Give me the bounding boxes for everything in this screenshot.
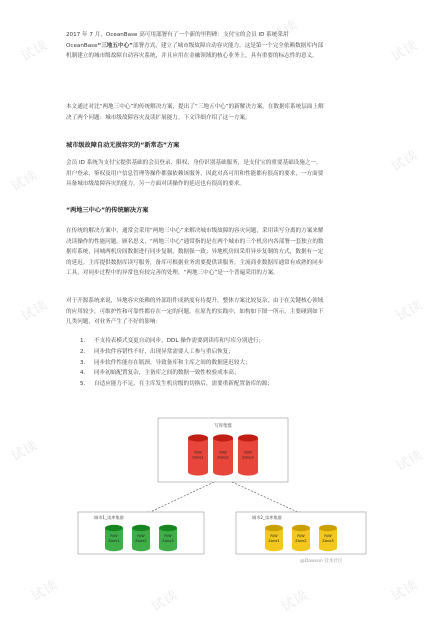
watermark-text: 试读	[19, 297, 51, 325]
zone-name-label: Zone1	[268, 539, 280, 543]
list-item	[80, 336, 380, 347]
text-span: OceanBase	[66, 42, 98, 49]
text-line	[66, 41, 386, 52]
section-heading: 城市级故障自动无损容灾的“新常态”方案	[66, 142, 180, 149]
text-line: 本文通过对比“两地三中心”的传统解决方案，提出了“三地五中心”的新解决方案，在数据库系统层面上解	[66, 104, 324, 110]
text-line: 用户登录、鉴权及用户信息管理等操作都强依赖该服务，因此对高可用和性能都有很高的要求，一方面要	[66, 170, 324, 177]
city1-cluster-label: 城市1_读库集群	[94, 515, 124, 520]
list-number: 1.	[80, 338, 86, 344]
section-heading: “两地三中心”的传统解决方案	[66, 207, 149, 214]
summary-paragraph	[66, 102, 386, 123]
list-item	[80, 368, 380, 379]
text-line: 2017 年 7 月，OceanBase 高可用部署有了一个新的里程碑：支付宝的会员 ID 系统采用	[66, 32, 289, 38]
text-line: 几类问题，对业务产生了不好的影响：	[66, 319, 162, 326]
zone-name-label: Zone3	[322, 539, 334, 543]
city1-read-cluster	[78, 512, 204, 554]
text-line: 的延迟。主库提供数据库读写服务，备库可根据业务需要提供读服务。主流商业数据库通常有成熟的同步	[66, 259, 324, 266]
zone-name-label: Zone2	[217, 455, 229, 460]
write-cluster	[158, 418, 288, 482]
database-cylinder-icon	[132, 525, 150, 551]
text-line: 对于开源系统来说，异地容灾依赖的外部组件成熟度有待提升，整体方案比较复杂，由于在关键核心领域	[66, 298, 324, 304]
zone-role-label: R/W	[297, 534, 305, 538]
text-line: 据库系统，同城两机房间数据进行同步复制，数据强一致；异地机房间采用异步复制的方式，数据有一定	[66, 249, 324, 256]
database-cylinder-icon	[292, 525, 310, 551]
emphasis-text: “三地五中心”	[97, 42, 133, 49]
watermark-text: 试读	[389, 37, 421, 65]
city2-cluster-label: 城市2_读库集群	[252, 515, 282, 520]
zone-role-label: R/W	[219, 450, 227, 455]
zone-name-label: Zone1	[108, 539, 120, 543]
list-item	[80, 358, 380, 369]
watermark-text: 试读	[9, 167, 41, 195]
watermark-text: 试读	[29, 577, 61, 605]
watermark-text: 试读	[279, 587, 311, 615]
zone-role-label: R/W	[270, 534, 278, 538]
text-line: 决读操作的性能问题。顾名思义，“两地三中心”通常指的是在两个城市的三个机房内各部署一套独立的数	[66, 238, 324, 245]
architecture-diagram	[74, 416, 374, 556]
text-line: 的应用较少，可维护性和可靠性都存在一定的问题。在原先的实践中，如构如下图一所示，主要碰到如下	[66, 308, 324, 315]
watermark-text: 试读	[139, 27, 171, 55]
zone-role-label: R/W	[324, 534, 332, 538]
list-number: 2.	[80, 348, 86, 355]
watermark-text: 试读	[269, 17, 301, 45]
zone-role-label: R/W	[137, 534, 145, 538]
watermark-text: 试读	[9, 437, 41, 465]
zone-role-label: R/W	[110, 534, 118, 538]
database-cylinder-icon	[105, 525, 123, 551]
list-number: 3.	[80, 359, 86, 366]
watermark-text: 试读	[389, 147, 421, 175]
watermark-text: 试读	[149, 587, 181, 615]
text-span: 部署方式，建立了城市级故障自动容灾能力。这是第一个完全依赖数据库内部	[132, 42, 324, 49]
watermark-text: 试读	[389, 577, 421, 605]
watermark-text: 试读	[394, 297, 426, 325]
database-cylinder-icon	[159, 525, 177, 551]
text-line: 决了两个问题：城市级故障容灾及读扩展能力。下文详细介绍了这一方案。	[66, 114, 251, 121]
city2-read-cluster	[236, 512, 366, 554]
list-number: 4.	[80, 370, 86, 377]
replication-arrow	[232, 482, 302, 514]
database-cylinder-icon	[265, 525, 283, 551]
traditional-solution-paragraph	[66, 226, 386, 279]
image-credit: @Dawson 技术社区	[300, 559, 343, 564]
watermark-text: 试读	[394, 447, 426, 475]
list-text: 不支持表模式变更自动同步，DDL 操作需要到读库和写库分别进行；	[94, 338, 265, 344]
zone-role-label: R/W	[244, 450, 252, 455]
zone-role-label: R/W	[194, 450, 202, 455]
problem-list	[80, 336, 380, 390]
text-line: 在传统的解决方案中，通常会采用“两地三中心”来解决城市级故障的容灾问题，采用读写分离的方案来解	[66, 228, 324, 234]
zone-name-label: Zone3	[242, 455, 254, 460]
zone-name-label: Zone2	[135, 539, 147, 543]
zone-role-label: R/W	[164, 534, 172, 538]
list-text: 同步软件容错性不好，出现异常需要人工参与重启恢复；	[94, 348, 234, 355]
write-cluster-label: 写库集群	[214, 424, 232, 429]
text-line: 机制建立的城市级故障自动容灾系统，并且应用在金融领域的核心业务上，具有重要的标志性的意义。	[66, 53, 318, 60]
text-line: 会员 ID 系统为支付宝提供基础的会员登录、限权、身份识别基础服务，是支付宝的重要基础设施之一。	[66, 160, 322, 166]
intro-paragraph	[66, 30, 386, 62]
list-text: 同步软件性能存在瓶颈，导致备库和主库之间的数据延迟较大；	[94, 359, 251, 366]
zone-name-label: Zone3	[162, 539, 174, 543]
replication-arrow	[146, 482, 214, 514]
member-id-paragraph	[66, 158, 386, 190]
list-text: 自适应能力不足，在主库发生机房级的切换后，需要重新配置备库的源；	[94, 381, 274, 388]
open-source-paragraph	[66, 296, 386, 328]
database-cylinder-icon	[238, 434, 258, 475]
list-item	[80, 379, 380, 390]
watermark-text: 试读	[19, 37, 51, 65]
list-text: 同步初始配置复杂，主备库之间的数据一致性校验成本高；	[94, 370, 240, 377]
database-cylinder-icon	[319, 525, 337, 551]
zone-name-label: Zone2	[295, 539, 307, 543]
list-number: 5.	[80, 381, 86, 388]
list-item	[80, 347, 380, 358]
text-line: 工具，对同步过程中的异常也有较完善的处理，“两地三中心”是一个普遍采用的方案。	[66, 270, 279, 277]
text-line: 具备城市级故障容灾的能力，另一方面对读操作的延迟也有很高的要求。	[66, 181, 246, 188]
database-cylinder-icon	[213, 434, 233, 475]
database-cylinder-icon	[188, 434, 208, 475]
zone-name-label: Zone1	[192, 455, 204, 460]
